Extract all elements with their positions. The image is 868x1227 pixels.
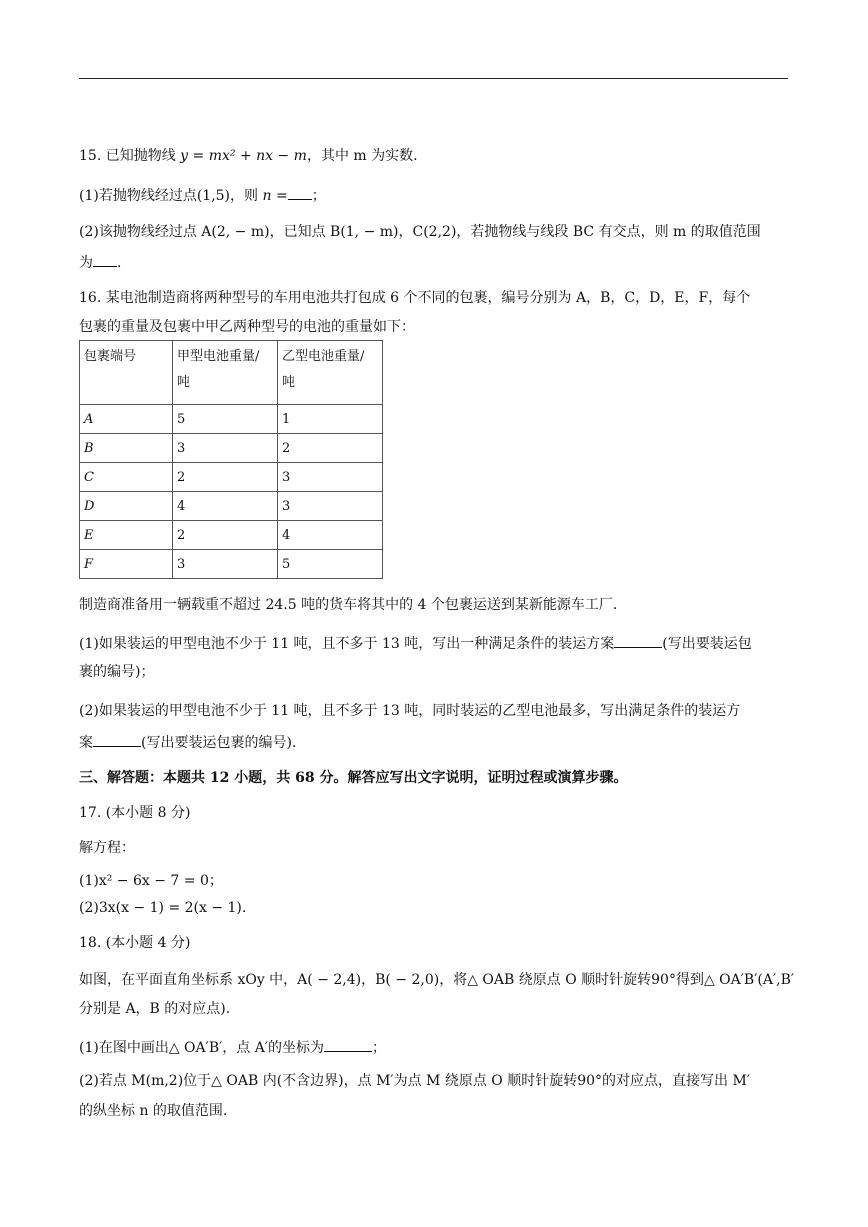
q15-part2-line1: (2)该抛物线经过点 A(2, − m)，已知点 B(1, − m)，C(2,2)，若抛物线与线段 BC 有交点，则 m 的取值范围 <box>79 224 761 240</box>
table-row <box>80 492 383 521</box>
q16-part2-text: 案 <box>79 735 93 751</box>
table-header-row <box>80 341 383 405</box>
table-row <box>80 550 383 579</box>
package-table <box>79 340 383 579</box>
table-cell-package: F <box>80 550 173 579</box>
table-header-cell <box>80 341 173 405</box>
table-row <box>80 521 383 550</box>
q15-part2-line2-text: 为 <box>79 255 93 271</box>
q16-part2-line1: (2)如果装运的甲型电池不少于 11 吨，且不多于 13 吨，同时装运的乙型电池最多，写出满足条件的装运方 <box>79 703 741 719</box>
q15-stem-tail: ，其中 m 为实数. <box>306 148 418 164</box>
table-cell-typeA: 4 <box>173 492 278 521</box>
q18-title: 18. (本小题 4 分) <box>79 935 191 951</box>
q15-part1-math: n = <box>262 188 288 204</box>
header-package-label: 包裹端号 <box>84 349 137 364</box>
table-cell-typeA: 2 <box>173 521 278 550</box>
table-cell-typeA: 3 <box>173 550 278 579</box>
header-typeA-label: 甲型电池重量/ <box>177 349 260 364</box>
table-row <box>80 434 383 463</box>
q15-part1 <box>79 185 326 206</box>
table-cell-typeA: 5 <box>173 405 278 434</box>
table-cell-package: E <box>80 521 173 550</box>
q16-line2: 包裹的重量及包裹中甲乙两种型号的电池的重量如下： <box>79 319 415 335</box>
q15-part2-answer-blank[interactable] <box>93 252 117 267</box>
q16-part1-tail: (写出要装运包 <box>662 636 752 652</box>
table-cell-package: D <box>80 492 173 521</box>
q16-part2-tail: (写出要装运包裹的编号). <box>141 735 297 751</box>
q16-part2-answer-blank[interactable] <box>93 732 141 747</box>
q16-after-table: 制造商准备用一辆载重不超过 24.5 吨的货车将其中的 4 个包裹运送到某新能源车工厂. <box>79 597 618 613</box>
table-header-cell <box>278 341 383 405</box>
table-cell-package: A <box>80 405 173 434</box>
q15-part1-tail: ； <box>311 188 326 204</box>
table-cell-package: B <box>80 434 173 463</box>
header-typeA-unit: 吨 <box>177 375 191 390</box>
q17-title: 17. (本小题 8 分) <box>79 805 191 821</box>
table-cell-typeB: 3 <box>278 492 383 521</box>
table-cell-typeA: 3 <box>173 434 278 463</box>
table-header-cell <box>173 341 278 405</box>
section-heading: 三、解答题：本题共 12 小题，共 68 分。解答应写出文字说明，证明过程或演算步骤。 <box>79 770 628 786</box>
q15-part1-answer-blank[interactable] <box>288 185 312 200</box>
table-cell-package: C <box>80 463 173 492</box>
q18-part2-line2: 的纵坐标 n 的取值范围. <box>79 1103 228 1119</box>
table-row <box>80 405 383 434</box>
header-rule <box>79 78 788 79</box>
q15-stem-text: 15. 已知抛物线 <box>79 148 176 164</box>
header-typeB-label: 乙型电池重量/ <box>282 349 365 364</box>
q17-equation-1: (1)x² − 6x − 7 = 0； <box>79 873 223 889</box>
q15-part1-text: (1)若抛物线经过点(1,5)，则 <box>79 188 259 204</box>
q15-stem <box>79 146 418 166</box>
q18-part1 <box>79 1037 386 1058</box>
q18-line1: 如图，在平面直角坐标系 xOy 中，A( − 2,4)，B( − 2,0)，将△ OAB 绕原点 O 顺时针旋转90°得到△ OA′B′(A′,B′ <box>79 972 795 988</box>
q16-part1-line2: 裹的编号)； <box>79 664 155 680</box>
table-row <box>80 463 383 492</box>
table-cell-typeB: 5 <box>278 550 383 579</box>
table-cell-typeB: 3 <box>278 463 383 492</box>
q17-intro: 解方程： <box>79 840 135 856</box>
q15-part2-line2 <box>79 252 121 273</box>
q18-part1-tail: ； <box>372 1040 387 1056</box>
q17-equation-2: (2)3x(x − 1) = 2(x − 1). <box>79 900 247 916</box>
table-cell-typeA: 2 <box>173 463 278 492</box>
q16-line1: 16. 某电池制造商将两种型号的车用电池共打包成 6 个不同的包裹，编号分别为 A，B，C，D，E，F，每个 <box>79 290 751 306</box>
q18-part1-answer-blank[interactable] <box>324 1037 372 1052</box>
q16-part1-text: (1)如果装运的甲型电池不少于 11 吨，且不多于 13 吨，写出一种满足条件的装运方案 <box>79 636 615 652</box>
q18-part1-text: (1)在图中画出△ OA′B′，点 A′的坐标为 <box>79 1040 325 1056</box>
table-cell-typeB: 1 <box>278 405 383 434</box>
q16-part1-line1 <box>79 633 752 654</box>
q16-part2-line2 <box>79 732 296 753</box>
table-cell-typeB: 2 <box>278 434 383 463</box>
q16-part1-answer-blank[interactable] <box>614 633 662 648</box>
q18-line2: 分别是 A，B 的对应点). <box>79 1001 231 1017</box>
table-cell-typeB: 4 <box>278 521 383 550</box>
q15-part2-tail: . <box>117 255 122 271</box>
q15-parabola-equation: y = mx² + nx − m <box>180 148 307 164</box>
q18-part2-line1: (2)若点 M(m,2)位于△ OAB 内(不含边界)，点 M′为点 M 绕原点 O 顺时针旋转90°的对应点，直接写出 M′ <box>79 1073 750 1089</box>
header-typeB-unit: 吨 <box>282 375 296 390</box>
